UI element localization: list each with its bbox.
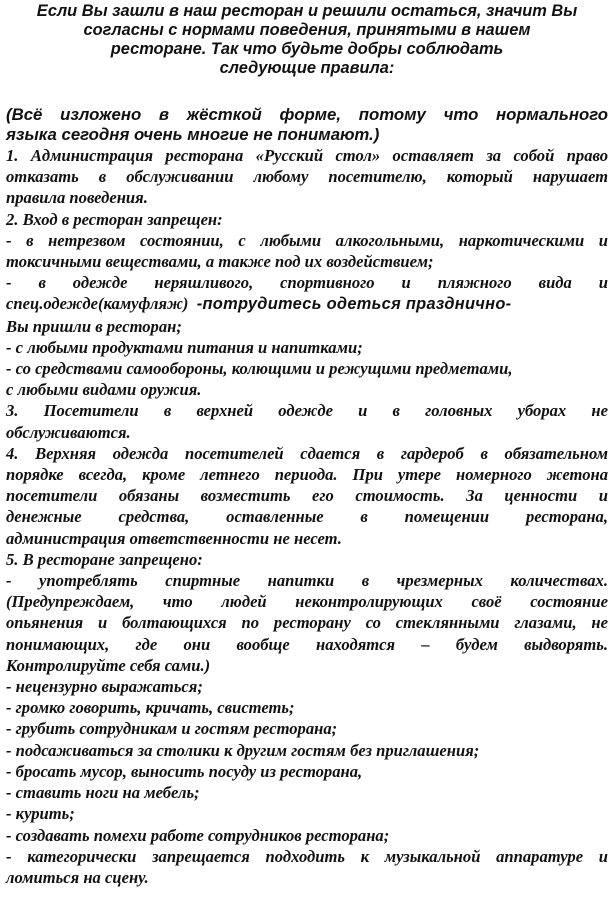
- header-line: следующие правила:: [219, 59, 395, 77]
- rule-line: Вы пришли в ресторан;: [6, 316, 182, 336]
- rule-line: - грубить сотрудникам и гостям ресторана;: [6, 719, 338, 739]
- rule-line: администрация ответственности не несет.: [6, 528, 342, 548]
- rule-line: - ставить ноги на мебель;: [6, 783, 200, 803]
- rule-line: порядке всегда, кроме летнего периода. При утере номерного жетона: [6, 465, 608, 485]
- rule-line: 1. Администрация ресторана «Русский стол» оставляет за собой право: [6, 146, 608, 165]
- rule-line: - в одежде неряшливого, спортивного и пляжного вида и: [6, 273, 608, 293]
- rule-line: обслуживаются.: [6, 422, 131, 442]
- rule-line: - употреблять спиртные напитки в чрезмерных количествах.: [6, 571, 608, 591]
- header-line: ресторане. Так что будьте добры соблюдать: [110, 40, 504, 58]
- rule-line: 3. Посетители в верхней одежде и в головных уборах не: [6, 401, 608, 421]
- header-line: Если Вы зашли в наш ресторан и решили остаться, значит Вы: [36, 2, 578, 20]
- rule-line: опьянения и болтающихся по ресторану со стеклянными глазами, не: [6, 613, 608, 633]
- rule-line: правила поведения.: [6, 188, 148, 208]
- rule-line: - громко говорить, кричать, свистеть;: [6, 698, 295, 718]
- rule-line: - со средствами самообороны, колющими и режущими предметами,: [6, 359, 513, 379]
- rule-line: - создавать помехи работе сотрудников ресторана;: [6, 825, 390, 845]
- rule-line: 5. В ресторане запрещено:: [6, 549, 203, 569]
- rule-text: спец.одежде(камуфляж): [6, 294, 189, 314]
- rule-line: отказать в обслуживании любому посетителю, который нарушает: [6, 167, 608, 187]
- note-line: языка сегодня очень многие не понимают.): [6, 125, 380, 144]
- rule-line: ломиться на сцену.: [6, 867, 149, 887]
- rule-line: - нецензурно выражаться;: [6, 677, 203, 697]
- rule-line: Контролируйте себя сами.): [6, 655, 211, 675]
- rule-line: - бросать мусор, выносить посуду из ресторана,: [6, 761, 363, 781]
- rule-line: - курить;: [6, 804, 75, 824]
- header-line: согласны с нормами поведения, принятыми в нашем: [83, 21, 531, 39]
- rule-line: - подсаживаться за столики к другим гостям без приглашения;: [6, 740, 480, 760]
- rule-line: - в нетрезвом состоянии, с любыми алкогольными, наркотическими и: [6, 230, 608, 250]
- rule-line: 2. Вход в ресторан запрещен:: [6, 209, 223, 229]
- disclaimer-note: [6, 105, 608, 145]
- rule-line: токсичными веществами, а также под их воздействием;: [6, 252, 434, 272]
- rule-line-mixed: [6, 293, 608, 315]
- rule-line: денежные средства, оставленные в помещении ресторана,: [6, 507, 608, 527]
- rule-line: понимающих, где они вообще находятся – будем выдворять.: [6, 634, 608, 654]
- rule-line: посетители обязаны возместить его стоимость. За ценности и: [6, 486, 608, 506]
- rule-line: (Предупреждаем, что людей неконтролирующих своё состояние: [6, 592, 608, 612]
- rule-line: 4. Верхняя одежда посетителей сдается в гардероб в обязательном: [6, 443, 608, 463]
- rule-line: - с любыми продуктами питания и напитками;: [6, 337, 363, 357]
- emphasis-text: -потрудитесь одеться празднично-: [196, 295, 512, 314]
- rule-line: с любыми видами оружия.: [6, 380, 202, 400]
- rule-line: - категорически запрещается подходить к музыкальной аппаратуре и: [6, 846, 608, 866]
- rules-list: [6, 145, 608, 888]
- note-line: (Всё изложено в жёсткой форме, потому что нормального: [6, 105, 608, 124]
- document-header: [6, 2, 608, 78]
